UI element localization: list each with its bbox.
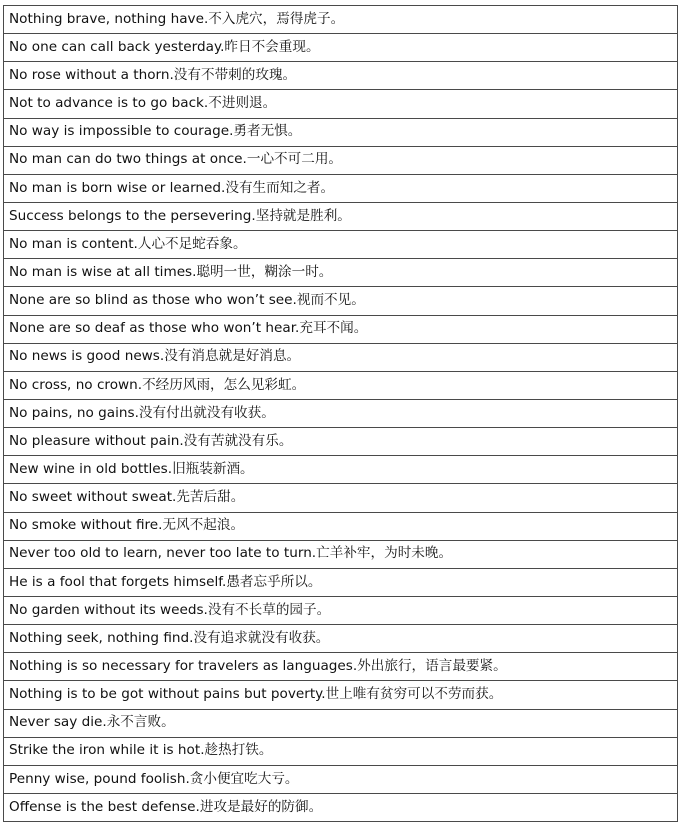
table-row — [4, 202, 678, 230]
proverb-cell: No garden without its weeds.没有不长草的园子。 — [4, 596, 678, 624]
proverb-cell: No smoke without fire.无风不起浪。 — [4, 512, 678, 540]
table-row — [4, 315, 678, 343]
table-row — [4, 118, 678, 146]
proverb-cell: No man is wise at all times.聪明一世，糊涂一时。 — [4, 259, 678, 287]
proverb-cell: Nothing seek, nothing find.没有追求就没有收获。 — [4, 625, 678, 653]
proverb-cell: No man is content.人心不足蛇吞象。 — [4, 231, 678, 259]
table-row — [4, 484, 678, 512]
proverb-cell: None are so blind as those who won’t see.视而不见。 — [4, 287, 678, 315]
table-row — [4, 287, 678, 315]
table-row — [4, 625, 678, 653]
table-row — [4, 146, 678, 174]
proverb-cell: No way is impossible to courage.勇者无惧。 — [4, 118, 678, 146]
table-row — [4, 343, 678, 371]
table-row — [4, 793, 678, 821]
proverb-cell: No pains, no gains.没有付出就没有收获。 — [4, 399, 678, 427]
proverb-cell: No rose without a thorn.没有不带刺的玫瑰。 — [4, 62, 678, 90]
proverb-cell: Penny wise, pound foolish.贪小便宜吃大亏。 — [4, 765, 678, 793]
proverb-cell: Strike the iron while it is hot.趁热打铁。 — [4, 737, 678, 765]
proverb-cell: No one can call back yesterday.昨日不会重现。 — [4, 34, 678, 62]
table-row — [4, 568, 678, 596]
table-row — [4, 653, 678, 681]
proverb-cell: Never say die.永不言败。 — [4, 709, 678, 737]
table-row — [4, 765, 678, 793]
proverb-cell: Never too old to learn, never too late to turn.亡羊补牢，为时未晚。 — [4, 540, 678, 568]
table-row — [4, 456, 678, 484]
table-row — [4, 428, 678, 456]
table-row — [4, 259, 678, 287]
proverb-table-body — [4, 6, 678, 822]
table-row — [4, 512, 678, 540]
proverb-cell: Not to advance is to go back.不进则退。 — [4, 90, 678, 118]
proverb-cell: No man is born wise or learned.没有生而知之者。 — [4, 174, 678, 202]
proverb-cell: No man can do two things at once.一心不可二用。 — [4, 146, 678, 174]
proverb-cell: New wine in old bottles.旧瓶装新酒。 — [4, 456, 678, 484]
proverb-cell: He is a fool that forgets himself.愚者忘乎所以。 — [4, 568, 678, 596]
table-row — [4, 34, 678, 62]
table-row — [4, 737, 678, 765]
table-row — [4, 371, 678, 399]
proverb-cell: No pleasure without pain.没有苦就没有乐。 — [4, 428, 678, 456]
table-row — [4, 681, 678, 709]
proverb-cell: Nothing is to be got without pains but poverty.世上唯有贫穷可以不劳而获。 — [4, 681, 678, 709]
proverb-cell: None are so deaf as those who won’t hear.充耳不闻。 — [4, 315, 678, 343]
proverb-table — [3, 5, 678, 822]
proverb-cell: No news is good news.没有消息就是好消息。 — [4, 343, 678, 371]
table-row — [4, 540, 678, 568]
table-row — [4, 174, 678, 202]
proverb-cell: Nothing brave, nothing have.不入虎穴，焉得虎子。 — [4, 6, 678, 34]
table-row — [4, 709, 678, 737]
table-row — [4, 231, 678, 259]
proverb-cell: Success belongs to the persevering.坚持就是胜利。 — [4, 202, 678, 230]
table-row — [4, 596, 678, 624]
proverb-cell: Offense is the best defense.进攻是最好的防御。 — [4, 793, 678, 821]
proverb-cell: Nothing is so necessary for travelers as languages.外出旅行，语言最要紧。 — [4, 653, 678, 681]
table-row — [4, 90, 678, 118]
table-row — [4, 6, 678, 34]
proverb-cell: No sweet without sweat.先苦后甜。 — [4, 484, 678, 512]
proverb-cell: No cross, no crown.不经历风雨，怎么见彩虹。 — [4, 371, 678, 399]
table-row — [4, 399, 678, 427]
table-row — [4, 62, 678, 90]
